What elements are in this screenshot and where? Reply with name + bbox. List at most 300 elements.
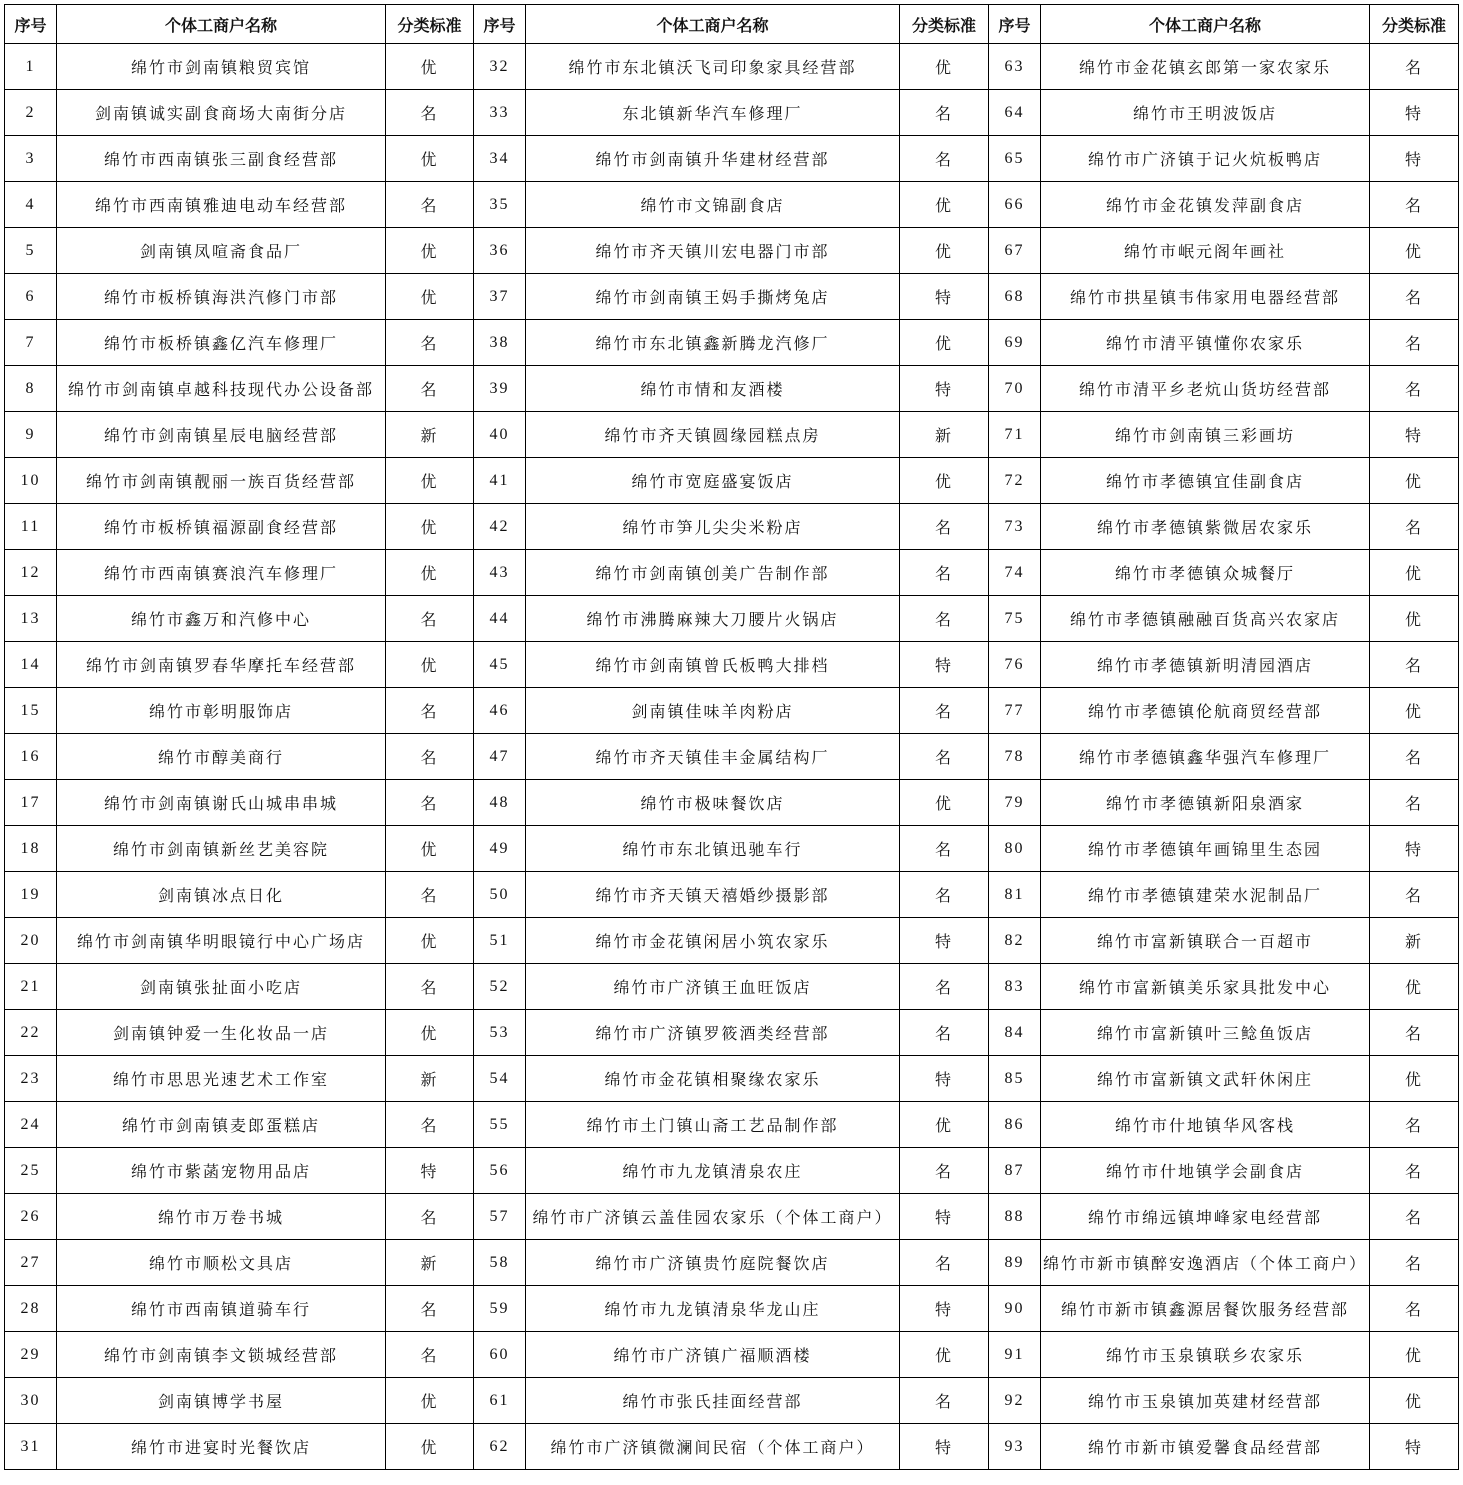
category-cell: 特 [900, 274, 989, 320]
serial-cell: 90 [989, 1286, 1041, 1332]
serial-cell: 1 [5, 44, 57, 90]
table-row [5, 1056, 1459, 1102]
merchant-name-cell: 绵竹市笋儿尖尖米粉店 [526, 504, 900, 550]
table-row [5, 412, 1459, 458]
merchant-name-cell: 绵竹市紫菡宠物用品店 [57, 1148, 386, 1194]
serial-cell: 81 [989, 872, 1041, 918]
merchant-name-cell: 绵竹市清平镇懂你农家乐 [1041, 320, 1370, 366]
table-row [5, 1010, 1459, 1056]
category-cell: 名 [1370, 1148, 1459, 1194]
merchant-name-cell: 绵竹市孝德镇年画锦里生态园 [1041, 826, 1370, 872]
serial-cell: 53 [474, 1010, 526, 1056]
category-cell: 名 [1370, 1240, 1459, 1286]
category-cell: 名 [1370, 504, 1459, 550]
merchant-name-cell: 绵竹市金花镇发萍副食店 [1041, 182, 1370, 228]
category-cell: 优 [900, 1332, 989, 1378]
serial-cell: 74 [989, 550, 1041, 596]
category-cell: 优 [386, 1378, 474, 1424]
merchant-name-cell: 绵竹市拱星镇韦伟家用电器经营部 [1041, 274, 1370, 320]
table-row [5, 826, 1459, 872]
table-row [5, 1194, 1459, 1240]
category-cell: 特 [900, 642, 989, 688]
merchant-name-cell: 绵竹市王明波饭店 [1041, 90, 1370, 136]
merchant-name-cell: 绵竹市广济镇王血旺饭店 [526, 964, 900, 1010]
serial-cell: 55 [474, 1102, 526, 1148]
serial-cell: 64 [989, 90, 1041, 136]
table-row [5, 320, 1459, 366]
serial-cell: 24 [5, 1102, 57, 1148]
serial-cell: 83 [989, 964, 1041, 1010]
merchant-name-cell: 剑南镇佳味羊肉粉店 [526, 688, 900, 734]
merchant-name-cell: 绵竹市剑南镇李文锁城经营部 [57, 1332, 386, 1378]
merchant-name-cell: 绵竹市孝德镇新阳泉酒家 [1041, 780, 1370, 826]
table-row [5, 688, 1459, 734]
category-cell: 特 [1370, 1424, 1459, 1470]
serial-cell: 34 [474, 136, 526, 182]
merchant-name-cell: 绵竹市剑南镇粮贸宾馆 [57, 44, 386, 90]
merchant-name-cell: 剑南镇钟爱一生化妆品一店 [57, 1010, 386, 1056]
category-cell: 优 [1370, 1332, 1459, 1378]
merchant-name-cell: 绵竹市剑南镇三彩画坊 [1041, 412, 1370, 458]
category-cell: 名 [1370, 734, 1459, 780]
merchant-name-cell: 绵竹市剑南镇创美广告制作部 [526, 550, 900, 596]
serial-cell: 15 [5, 688, 57, 734]
category-cell: 优 [900, 182, 989, 228]
merchant-name-cell: 绵竹市宽庭盛宴饭店 [526, 458, 900, 504]
category-cell: 名 [1370, 1102, 1459, 1148]
merchant-name-cell: 绵竹市广济镇微澜间民宿（个体工商户） [526, 1424, 900, 1470]
serial-cell: 84 [989, 1010, 1041, 1056]
category-cell: 名 [386, 182, 474, 228]
table-row [5, 182, 1459, 228]
table-row [5, 596, 1459, 642]
serial-cell: 39 [474, 366, 526, 412]
serial-cell: 78 [989, 734, 1041, 780]
category-cell: 名 [900, 1148, 989, 1194]
serial-cell: 12 [5, 550, 57, 596]
serial-cell: 54 [474, 1056, 526, 1102]
serial-cell: 79 [989, 780, 1041, 826]
category-cell: 特 [900, 918, 989, 964]
merchant-name-cell: 绵竹市彰明服饰店 [57, 688, 386, 734]
merchant-name-cell: 绵竹市孝德镇伦航商贸经营部 [1041, 688, 1370, 734]
category-cell: 新 [1370, 918, 1459, 964]
serial-cell: 51 [474, 918, 526, 964]
table-row [5, 1240, 1459, 1286]
category-cell: 优 [900, 228, 989, 274]
merchant-name-cell: 绵竹市西南镇张三副食经营部 [57, 136, 386, 182]
serial-cell: 25 [5, 1148, 57, 1194]
serial-cell: 63 [989, 44, 1041, 90]
category-cell: 名 [900, 1010, 989, 1056]
serial-cell: 88 [989, 1194, 1041, 1240]
merchant-name-cell: 绵竹市进宴时光餐饮店 [57, 1424, 386, 1470]
serial-cell: 43 [474, 550, 526, 596]
serial-cell: 72 [989, 458, 1041, 504]
merchant-name-cell: 绵竹市广济镇罗筱酒类经营部 [526, 1010, 900, 1056]
merchant-name-cell: 绵竹市九龙镇清泉华龙山庄 [526, 1286, 900, 1332]
category-cell: 名 [900, 596, 989, 642]
category-cell: 名 [1370, 642, 1459, 688]
merchant-name-cell: 剑南镇凤喧斋食品厂 [57, 228, 386, 274]
serial-cell: 13 [5, 596, 57, 642]
merchant-name-cell: 绵竹市顺松文具店 [57, 1240, 386, 1286]
serial-cell: 14 [5, 642, 57, 688]
merchant-name-cell: 绵竹市金花镇玄郎第一家农家乐 [1041, 44, 1370, 90]
serial-cell: 11 [5, 504, 57, 550]
merchant-name-cell: 绵竹市什地镇华风客栈 [1041, 1102, 1370, 1148]
category-cell: 特 [900, 1056, 989, 1102]
category-cell: 名 [386, 1286, 474, 1332]
category-cell: 名 [900, 734, 989, 780]
merchant-name-cell: 绵竹市醇美商行 [57, 734, 386, 780]
serial-cell: 70 [989, 366, 1041, 412]
header-category-1: 分类标准 [386, 5, 474, 44]
serial-cell: 71 [989, 412, 1041, 458]
merchant-name-cell: 绵竹市广济镇广福顺酒楼 [526, 1332, 900, 1378]
serial-cell: 38 [474, 320, 526, 366]
category-cell: 优 [1370, 1056, 1459, 1102]
header-serial-3: 序号 [989, 5, 1041, 44]
serial-cell: 45 [474, 642, 526, 688]
merchant-name-cell: 绵竹市东北镇沃飞司印象家具经营部 [526, 44, 900, 90]
merchant-name-cell: 绵竹市剑南镇新丝艺美容院 [57, 826, 386, 872]
merchant-name-cell: 绵竹市孝德镇融融百货高兴农家店 [1041, 596, 1370, 642]
serial-cell: 46 [474, 688, 526, 734]
category-cell: 优 [386, 44, 474, 90]
merchant-name-cell: 绵竹市富新镇联合一百超市 [1041, 918, 1370, 964]
serial-cell: 29 [5, 1332, 57, 1378]
merchant-name-cell: 绵竹市土门镇山斋工艺品制作部 [526, 1102, 900, 1148]
category-cell: 特 [900, 366, 989, 412]
category-cell: 优 [900, 458, 989, 504]
table-row [5, 366, 1459, 412]
category-cell: 优 [1370, 688, 1459, 734]
serial-cell: 42 [474, 504, 526, 550]
serial-cell: 4 [5, 182, 57, 228]
category-cell: 新 [386, 1240, 474, 1286]
category-cell: 优 [386, 550, 474, 596]
merchant-name-cell: 绵竹市张氏挂面经营部 [526, 1378, 900, 1424]
merchant-name-cell: 绵竹市富新镇美乐家具批发中心 [1041, 964, 1370, 1010]
merchant-name-cell: 绵竹市剑南镇华明眼镜行中心广场店 [57, 918, 386, 964]
category-cell: 名 [900, 90, 989, 136]
category-cell: 名 [386, 780, 474, 826]
category-cell: 名 [900, 136, 989, 182]
category-cell: 优 [386, 458, 474, 504]
category-cell: 名 [900, 1240, 989, 1286]
category-cell: 优 [386, 642, 474, 688]
serial-cell: 19 [5, 872, 57, 918]
category-cell: 优 [386, 918, 474, 964]
merchant-name-cell: 绵竹市东北镇迅驰车行 [526, 826, 900, 872]
merchant-name-cell: 绵竹市广济镇云盖佳园农家乐（个体工商户） [526, 1194, 900, 1240]
category-cell: 优 [1370, 458, 1459, 504]
merchant-name-cell: 绵竹市剑南镇曾氏板鸭大排档 [526, 642, 900, 688]
serial-cell: 58 [474, 1240, 526, 1286]
merchant-name-cell: 绵竹市富新镇文武轩休闲庄 [1041, 1056, 1370, 1102]
merchant-name-cell: 绵竹市东北镇鑫新腾龙汽修厂 [526, 320, 900, 366]
category-cell: 名 [386, 872, 474, 918]
serial-cell: 17 [5, 780, 57, 826]
table-row [5, 44, 1459, 90]
merchant-name-cell: 绵竹市孝德镇新明清园酒店 [1041, 642, 1370, 688]
serial-cell: 50 [474, 872, 526, 918]
serial-cell: 22 [5, 1010, 57, 1056]
category-cell: 优 [1370, 1378, 1459, 1424]
serial-cell: 35 [474, 182, 526, 228]
serial-cell: 82 [989, 918, 1041, 964]
serial-cell: 62 [474, 1424, 526, 1470]
serial-cell: 85 [989, 1056, 1041, 1102]
merchant-name-cell: 绵竹市孝德镇鑫华强汽车修理厂 [1041, 734, 1370, 780]
merchant-name-cell: 绵竹市玉泉镇加英建材经营部 [1041, 1378, 1370, 1424]
merchant-name-cell: 剑南镇诚实副食商场大南街分店 [57, 90, 386, 136]
merchant-name-cell: 绵竹市新市镇爱馨食品经营部 [1041, 1424, 1370, 1470]
category-cell: 优 [900, 44, 989, 90]
table-row [5, 1286, 1459, 1332]
category-cell: 名 [386, 688, 474, 734]
category-cell: 名 [386, 596, 474, 642]
category-cell: 优 [1370, 964, 1459, 1010]
category-cell: 优 [386, 228, 474, 274]
merchant-name-cell: 绵竹市西南镇赛浪汽车修理厂 [57, 550, 386, 596]
merchant-name-cell: 绵竹市极味餐饮店 [526, 780, 900, 826]
category-cell: 特 [1370, 136, 1459, 182]
category-cell: 名 [1370, 366, 1459, 412]
table-body [5, 44, 1459, 1470]
merchant-name-cell: 绵竹市广济镇贵竹庭院餐饮店 [526, 1240, 900, 1286]
category-cell: 名 [386, 1194, 474, 1240]
serial-cell: 80 [989, 826, 1041, 872]
category-cell: 名 [900, 550, 989, 596]
merchant-name-cell: 绵竹市孝德镇建荣水泥制品厂 [1041, 872, 1370, 918]
category-cell: 名 [1370, 1286, 1459, 1332]
category-cell: 特 [900, 1194, 989, 1240]
serial-cell: 73 [989, 504, 1041, 550]
merchant-name-cell: 绵竹市齐天镇圆缘园糕点房 [526, 412, 900, 458]
merchant-name-cell: 绵竹市剑南镇星辰电脑经营部 [57, 412, 386, 458]
category-cell: 新 [386, 412, 474, 458]
merchant-name-cell: 绵竹市什地镇学会副食店 [1041, 1148, 1370, 1194]
serial-cell: 49 [474, 826, 526, 872]
merchant-name-cell: 绵竹市剑南镇王妈手撕烤兔店 [526, 274, 900, 320]
merchant-name-cell: 绵竹市沸腾麻辣大刀腰片火锅店 [526, 596, 900, 642]
merchant-name-cell: 剑南镇博学书屋 [57, 1378, 386, 1424]
category-cell: 优 [386, 136, 474, 182]
merchant-name-cell: 绵竹市富新镇叶三鲶鱼饭店 [1041, 1010, 1370, 1056]
serial-cell: 56 [474, 1148, 526, 1194]
category-cell: 特 [1370, 412, 1459, 458]
serial-cell: 18 [5, 826, 57, 872]
category-cell: 优 [900, 1102, 989, 1148]
merchant-name-cell: 绵竹市孝德镇紫微居农家乐 [1041, 504, 1370, 550]
merchant-name-cell: 绵竹市孝德镇众城餐厅 [1041, 550, 1370, 596]
header-serial-1: 序号 [5, 5, 57, 44]
serial-cell: 87 [989, 1148, 1041, 1194]
category-cell: 优 [1370, 550, 1459, 596]
serial-cell: 77 [989, 688, 1041, 734]
merchant-name-cell: 绵竹市齐天镇川宏电器门市部 [526, 228, 900, 274]
merchant-name-cell: 绵竹市思思光速艺术工作室 [57, 1056, 386, 1102]
serial-cell: 7 [5, 320, 57, 366]
merchant-name-cell: 绵竹市万卷书城 [57, 1194, 386, 1240]
table-row [5, 228, 1459, 274]
table-row [5, 1102, 1459, 1148]
category-cell: 名 [1370, 780, 1459, 826]
category-cell: 名 [900, 964, 989, 1010]
merchant-name-cell: 绵竹市西南镇雅迪电动车经营部 [57, 182, 386, 228]
category-cell: 名 [900, 826, 989, 872]
merchant-name-cell: 绵竹市剑南镇升华建材经营部 [526, 136, 900, 182]
serial-cell: 6 [5, 274, 57, 320]
serial-cell: 76 [989, 642, 1041, 688]
serial-cell: 89 [989, 1240, 1041, 1286]
merchant-name-cell: 绵竹市剑南镇靓丽一族百货经营部 [57, 458, 386, 504]
serial-cell: 37 [474, 274, 526, 320]
merchant-name-cell: 绵竹市岷元阁年画社 [1041, 228, 1370, 274]
table-row [5, 872, 1459, 918]
serial-cell: 40 [474, 412, 526, 458]
merchant-name-cell: 绵竹市剑南镇罗春华摩托车经营部 [57, 642, 386, 688]
table-row [5, 90, 1459, 136]
merchant-name-cell: 东北镇新华汽车修理厂 [526, 90, 900, 136]
serial-cell: 31 [5, 1424, 57, 1470]
category-cell: 优 [900, 320, 989, 366]
serial-cell: 65 [989, 136, 1041, 182]
serial-cell: 91 [989, 1332, 1041, 1378]
table-row [5, 1378, 1459, 1424]
serial-cell: 52 [474, 964, 526, 1010]
serial-cell: 2 [5, 90, 57, 136]
merchant-name-cell: 绵竹市板桥镇福源副食经营部 [57, 504, 386, 550]
serial-cell: 8 [5, 366, 57, 412]
serial-cell: 69 [989, 320, 1041, 366]
merchant-name-cell: 绵竹市金花镇闲居小筑农家乐 [526, 918, 900, 964]
serial-cell: 41 [474, 458, 526, 504]
category-cell: 新 [386, 1056, 474, 1102]
serial-cell: 23 [5, 1056, 57, 1102]
table-row [5, 458, 1459, 504]
merchant-name-cell: 绵竹市剑南镇谢氏山城串串城 [57, 780, 386, 826]
merchant-name-cell: 绵竹市齐天镇佳丰金属结构厂 [526, 734, 900, 780]
serial-cell: 16 [5, 734, 57, 780]
header-category-3: 分类标准 [1370, 5, 1459, 44]
serial-cell: 44 [474, 596, 526, 642]
serial-cell: 61 [474, 1378, 526, 1424]
merchant-classification-table [4, 4, 1459, 1470]
serial-cell: 48 [474, 780, 526, 826]
serial-cell: 75 [989, 596, 1041, 642]
table-row [5, 780, 1459, 826]
serial-cell: 5 [5, 228, 57, 274]
table-row [5, 642, 1459, 688]
serial-cell: 60 [474, 1332, 526, 1378]
category-cell: 特 [900, 1286, 989, 1332]
serial-cell: 47 [474, 734, 526, 780]
serial-cell: 3 [5, 136, 57, 182]
category-cell: 优 [386, 274, 474, 320]
serial-cell: 66 [989, 182, 1041, 228]
serial-cell: 59 [474, 1286, 526, 1332]
serial-cell: 68 [989, 274, 1041, 320]
category-cell: 特 [900, 1424, 989, 1470]
table-row [5, 1424, 1459, 1470]
header-serial-2: 序号 [474, 5, 526, 44]
merchant-name-cell: 绵竹市清平乡老炕山货坊经营部 [1041, 366, 1370, 412]
serial-cell: 20 [5, 918, 57, 964]
merchant-name-cell: 剑南镇张扯面小吃店 [57, 964, 386, 1010]
category-cell: 优 [386, 1424, 474, 1470]
serial-cell: 86 [989, 1102, 1041, 1148]
merchant-name-cell: 绵竹市板桥镇海洪汽修门市部 [57, 274, 386, 320]
serial-cell: 28 [5, 1286, 57, 1332]
category-cell: 特 [1370, 90, 1459, 136]
merchant-name-cell: 绵竹市西南镇道骑车行 [57, 1286, 386, 1332]
category-cell: 名 [386, 1332, 474, 1378]
merchant-name-cell: 绵竹市广济镇于记火炕板鸭店 [1041, 136, 1370, 182]
category-cell: 新 [900, 412, 989, 458]
merchant-name-cell: 绵竹市孝德镇宜佳副食店 [1041, 458, 1370, 504]
serial-cell: 10 [5, 458, 57, 504]
header-name-3: 个体工商户名称 [1041, 5, 1370, 44]
merchant-name-cell: 绵竹市绵远镇坤峰家电经营部 [1041, 1194, 1370, 1240]
merchant-name-cell: 绵竹市玉泉镇联乡农家乐 [1041, 1332, 1370, 1378]
category-cell: 特 [1370, 826, 1459, 872]
category-cell: 名 [900, 504, 989, 550]
table-row [5, 964, 1459, 1010]
serial-cell: 30 [5, 1378, 57, 1424]
table-row [5, 550, 1459, 596]
category-cell: 名 [1370, 872, 1459, 918]
header-name-1: 个体工商户名称 [57, 5, 386, 44]
header-category-2: 分类标准 [900, 5, 989, 44]
serial-cell: 33 [474, 90, 526, 136]
merchant-name-cell: 绵竹市情和友酒楼 [526, 366, 900, 412]
table-row [5, 734, 1459, 780]
category-cell: 名 [386, 1102, 474, 1148]
merchant-name-cell: 绵竹市金花镇相聚缘农家乐 [526, 1056, 900, 1102]
category-cell: 优 [1370, 596, 1459, 642]
serial-cell: 57 [474, 1194, 526, 1240]
header-name-2: 个体工商户名称 [526, 5, 900, 44]
merchant-name-cell: 绵竹市剑南镇麦郎蛋糕店 [57, 1102, 386, 1148]
table-row [5, 504, 1459, 550]
category-cell: 名 [1370, 44, 1459, 90]
serial-cell: 93 [989, 1424, 1041, 1470]
table-row [5, 1148, 1459, 1194]
category-cell: 名 [900, 1378, 989, 1424]
merchant-name-cell: 剑南镇冰点日化 [57, 872, 386, 918]
category-cell: 名 [1370, 1010, 1459, 1056]
table-row [5, 1332, 1459, 1378]
merchant-name-cell: 绵竹市齐天镇天禧婚纱摄影部 [526, 872, 900, 918]
merchant-name-cell: 绵竹市剑南镇卓越科技现代办公设备部 [57, 366, 386, 412]
serial-cell: 36 [474, 228, 526, 274]
table-row [5, 274, 1459, 320]
category-cell: 名 [386, 734, 474, 780]
category-cell: 名 [386, 320, 474, 366]
category-cell: 优 [900, 780, 989, 826]
category-cell: 名 [1370, 320, 1459, 366]
category-cell: 名 [386, 964, 474, 1010]
category-cell: 名 [1370, 274, 1459, 320]
category-cell: 优 [386, 826, 474, 872]
serial-cell: 9 [5, 412, 57, 458]
table-row [5, 136, 1459, 182]
category-cell: 名 [1370, 1194, 1459, 1240]
category-cell: 名 [900, 688, 989, 734]
